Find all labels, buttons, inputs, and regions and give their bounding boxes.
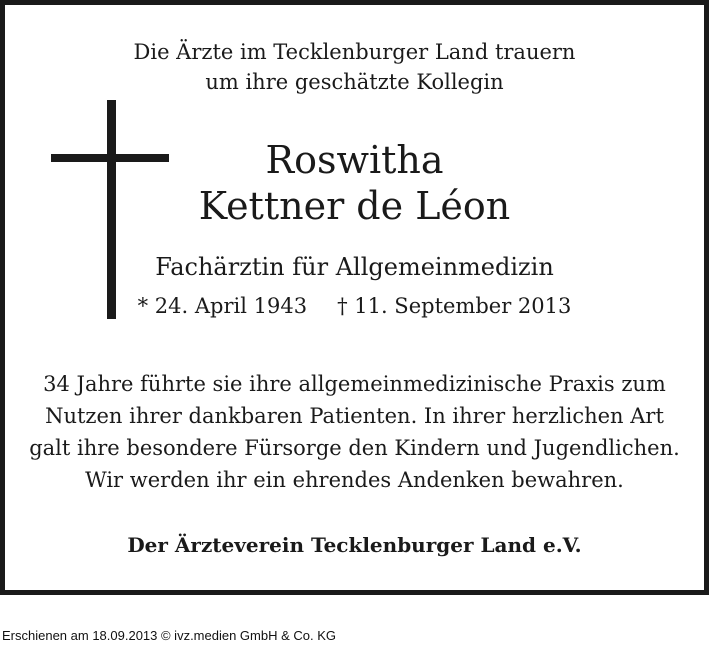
signature: Der Ärzteverein Tecklenburger Land e.V. (127, 533, 582, 557)
death-date: † 11. September 2013 (337, 294, 572, 318)
intro-line-1: Die Ärzte im Tecklenburger Land trauern (133, 40, 576, 64)
name-line-1: Roswitha (265, 138, 444, 182)
tribute-text (5, 368, 704, 496)
intro-text (5, 37, 704, 97)
deceased-name (5, 137, 704, 229)
publication-footer: Erschienen am 18.09.2013 © ivz.medien GmbH & Co. KG (2, 628, 337, 643)
birth-date: * 24. April 1943 (137, 294, 308, 318)
life-dates (5, 291, 704, 321)
intro-line-2: um ihre geschätzte Kollegin (205, 70, 504, 94)
name-line-2: Kettner de Léon (198, 184, 511, 228)
tribute-line-4: Wir werden ihr ein ehrendes Andenken bewahren. (85, 468, 624, 492)
profession: Fachärztin für Allgemeinmedizin (155, 253, 554, 281)
tribute-line-1: 34 Jahre führte sie ihre allgemeinmedizinische Praxis zum (43, 372, 666, 396)
tribute-line-2: Nutzen ihrer dankbaren Patienten. In ihrer herzlichen Art (45, 404, 664, 428)
tribute-line-3: galt ihre besondere Fürsorge den Kindern und Jugendlichen. (29, 436, 680, 460)
